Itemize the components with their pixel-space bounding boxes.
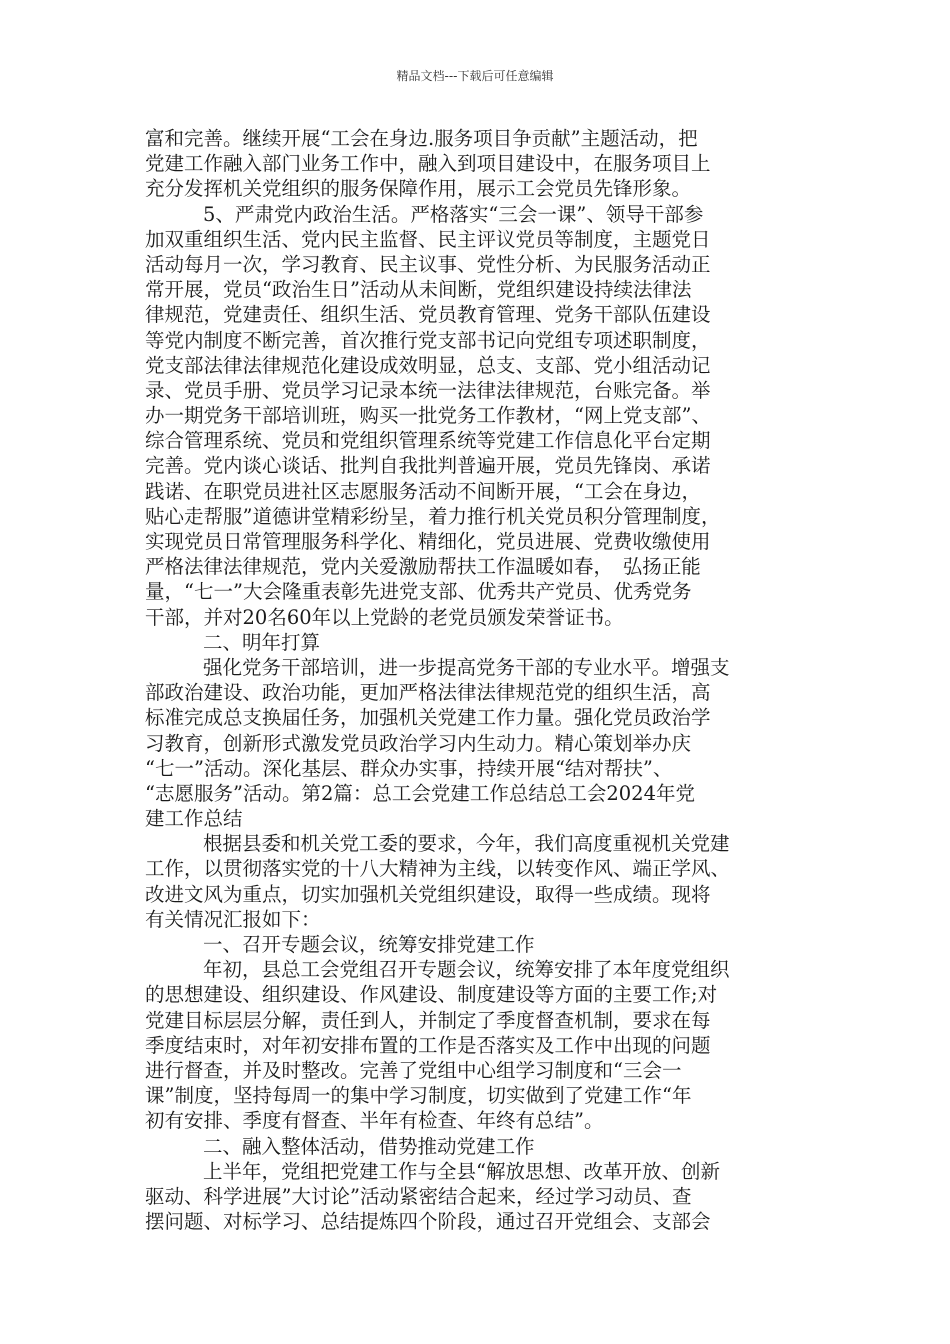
text-line: 建工作总结 (145, 807, 243, 831)
text-line: 部政治建设、政治功能，更加严格法律法律规范党的组织生活，高 (145, 681, 711, 705)
text-line: 践诺、在职党员进社区志愿服务活动不间断开展，“工会在身边， (145, 479, 701, 503)
text-line: 习教育，创新形式激发党员政治学习内生动力。精心策划举办庆 (145, 731, 692, 755)
text-line: 加双重组织生活、党内民主监督、民主评议党员等制度，主题党日 (145, 227, 711, 251)
text-line: “志愿服务”活动。第2篇：总工会党建工作总结总工会2024年党 (145, 781, 695, 805)
text-line: 上半年，党组把党建工作与全县“解放思想、改革开放、创新 (203, 1159, 720, 1183)
text-line: 富和完善。继续开展“工会在身边.服务项目争贡献”主题活动，把 (145, 127, 698, 150)
text-line: 量，“七一”大会隆重表彰先进党支部、优秀共产党员、优秀党务 (145, 580, 692, 604)
text-line: “七一”活动。深化基层、群众办实事，持续开展“结对帮扶”、 (145, 756, 673, 780)
text-line: 干部，并对20名60年以上党龄的老党员颁发荣誉证书。 (145, 605, 624, 629)
text-line: 录、党员手册、党员学习记录本统一法律法律规范，台账完备。举 (145, 378, 711, 402)
text-line: 驱动、科学进展”大讨论”活动紧密结合起来，经过学习动员、查 (145, 1184, 692, 1208)
text-line: 季度结束时，对年初安排布置的工作是否落实及工作中出现的问题 (145, 1033, 711, 1057)
text-line: 二、明年打算 (203, 630, 321, 654)
text-line: 的思想建设、组织建设、作风建设、制度建设等方面的主要工作;对 (145, 983, 718, 1007)
text-line: 强化党务干部培训，进一步提高党务干部的专业水平。增强支 (203, 655, 730, 679)
text-line: 办一期党务干部培训班，购买一批党务工作教材，“网上党支部”、 (145, 404, 711, 428)
text-line: 二、融入整体活动，借势推动党建工作 (203, 1134, 535, 1158)
text-line: 党支部法律法律规范化建设成效明显，总支、支部、党小组活动记 (145, 353, 711, 377)
text-line: 摆问题、对标学习、总结提炼四个阶段，通过召开党组会、支部会 (145, 1210, 711, 1234)
text-line: 党建工作融入部门业务工作中，融入到项目建设中，在服务项目上 (145, 152, 711, 176)
text-line: 党建目标层层分解，责任到人，并制定了季度督查机制，要求在每 (145, 1008, 711, 1032)
text-line: 贴心走帮服”道德讲堂精彩纷呈，着力推行机关党员积分管理制度， (145, 504, 721, 528)
document-body (145, 126, 810, 1234)
text-line: 5、严肃党内政治生活。严格落实“三会一课”、领导干部参 (203, 202, 704, 226)
text-line: 进行督查，并及时整改。完善了党组中心组学习制度和“三会一 (145, 1058, 682, 1082)
text-line: 课”制度，坚持每周一的集中学习制度，切实做到了党建工作“年 (145, 1084, 692, 1108)
page-header: 精品文档---下载后可任意编辑 (396, 69, 554, 83)
text-line: 等党内制度不断完善，首次推行党支部书记向党组专项述职制度， (145, 328, 711, 352)
text-line: 工作，以贯彻落实党的十八大精神为主线，以转变作风、端正学风、 (145, 857, 731, 881)
text-line: 常开展，党员“政治生日”活动从未间断，党组织建设持续法律法 (145, 278, 692, 302)
text-line: 根据县委和机关党工委的要求，今年，我们高度重视机关党建 (203, 832, 730, 856)
text-line: 严格法律法律规范，党内关爱激励帮扶工作温暖如春， 弘扬正能 (145, 555, 701, 579)
text-line: 标准完成总支换届任务，加强机关党建工作力量。强化党员政治学 (145, 706, 711, 730)
text-line: 初有安排、季度有督查、半年有检查、年终有总结”。 (145, 1109, 604, 1133)
text-line: 完善。党内谈心谈话、批判自我批判普遍开展，党员先锋岗、承诺 (145, 454, 711, 478)
text-line: 实现党员日常管理服务科学化、精细化，党员进展、党费收缴使用 (145, 530, 711, 553)
text-line: 律规范，党建责任、组织生活、党员教育管理、党务干部队伍建设 (145, 303, 711, 327)
text-line: 改进文风为重点，切实加强机关党组织建设，取得一些成绩。现将 (145, 882, 711, 906)
text-line: 活动每月一次，学习教育、民主议事、党性分析、为民服务活动正 (145, 252, 711, 276)
text-line: 综合管理系统、党员和党组织管理系统等党建工作信息化平台定期 (145, 429, 711, 453)
text-line: 充分发挥机关党组织的服务保障作用，展示工会党员先锋形象。 (145, 177, 692, 201)
text-line: 有关情况汇报如下： (145, 907, 321, 931)
text-line: 一、召开专题会议，统筹安排党建工作 (203, 933, 535, 956)
text-line: 年初，县总工会党组召开专题会议，统筹安排了本年度党组织 (203, 958, 730, 982)
